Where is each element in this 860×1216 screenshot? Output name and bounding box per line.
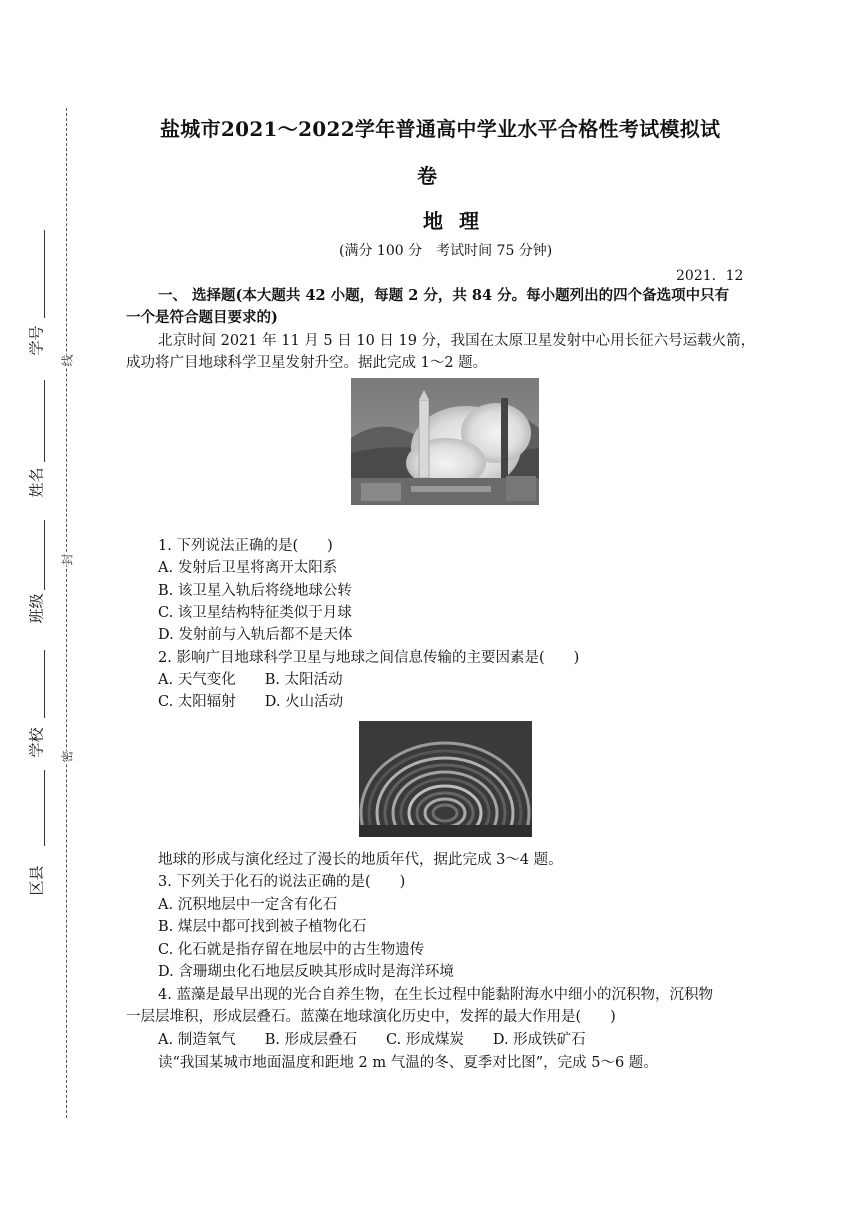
intro1-line2: 成功将广目地球科学卫星发射升空。据此完成 1～2 题。 [126, 355, 488, 371]
q1-option-b[interactable]: B. 该卫星入轨后将绕地球公转 [158, 583, 352, 599]
name-label: 姓名 [27, 467, 46, 498]
q4-stem-line1: 4. 蓝藻是最早出现的光合自养生物，在生长过程中能黏附海水中细小的沉积物，沉积物 [158, 987, 713, 1003]
student-id-label: 学号 [27, 325, 46, 356]
q2-options-row1[interactable]: A. 天气变化 B. 太阳活动 [158, 672, 343, 688]
intro2-text: 地球的形成与演化经过了漫长的地质年代，据此完成 3～4 题。 [158, 852, 563, 868]
q1-option-a[interactable]: A. 发射后卫星将离开太阳系 [158, 560, 338, 576]
q1-option-c[interactable]: C. 该卫星结构特征类似于月球 [158, 605, 352, 621]
seal-char-seal: 封 [57, 553, 78, 565]
class-label: 班级 [27, 593, 46, 624]
seal-dashed-line [66, 108, 67, 1118]
section-heading-line1: 一、 选择题(本大题共 42 小题，每题 2 分，共 84 分。每小题列出的四个备选项中只有 [158, 287, 730, 304]
q3-option-a[interactable]: A. 沉积地层中一定含有化石 [158, 897, 338, 913]
q1-stem: 1. 下列说法正确的是( ) [158, 538, 333, 554]
section-heading-line2: 一个是符合题目要求的) [126, 309, 278, 326]
school-blank[interactable] [44, 650, 45, 718]
binding-margin [0, 0, 80, 1216]
stromatolite-image [359, 721, 532, 837]
q3-option-c[interactable]: C. 化石就是指存留在地层中的古生物遗传 [158, 942, 425, 958]
rocket-launch-image [351, 378, 539, 505]
exam-date: 2021．12 [676, 268, 744, 284]
q2-options-row2[interactable]: C. 太阳辐射 D. 火山活动 [158, 694, 344, 710]
name-blank[interactable] [44, 380, 45, 462]
school-label: 学校 [27, 727, 46, 758]
rocket-launch-photo [351, 378, 539, 505]
subject-title: 地理 [423, 209, 495, 233]
q4-stem-line2: 一层层堆积，形成层叠石。蓝藻在地球演化历史中，发挥的最大作用是( ) [126, 1009, 616, 1025]
intro1-line1: 北京时间 2021 年 11 月 5 日 10 日 19 分，我国在太原卫星发射中心用长征六号运载火箭， [158, 333, 756, 349]
student-id-blank[interactable] [44, 230, 45, 318]
class-blank[interactable] [44, 520, 45, 590]
seal-char-line: 线 [57, 354, 78, 366]
q3-option-d[interactable]: D. 含珊瑚虫化石地层反映其形成时是海洋环境 [158, 964, 454, 980]
district-label: 区县 [27, 865, 46, 896]
district-blank[interactable] [44, 770, 45, 846]
exam-title-line1: 盐城市2021～2022学年普通高中学业水平合格性考试模拟试 [160, 117, 721, 141]
exam-title-line2: 卷 [417, 164, 437, 188]
stromatolite-photo [359, 721, 532, 837]
seal-char-secret: 密 [57, 750, 78, 762]
q2-stem: 2. 影响广目地球科学卫星与地球之间信息传输的主要因素是( ) [158, 650, 580, 666]
intro3-text: 读“我国某城市地面温度和距地 2 m 气温的冬、夏季对比图”，完成 5～6 题。 [158, 1055, 658, 1071]
exam-meta: (满分 100 分 考试时间 75 分钟) [339, 243, 553, 259]
q3-stem: 3. 下列关于化石的说法正确的是( ) [158, 874, 406, 890]
q4-options[interactable]: A. 制造氧气 B. 形成层叠石 C. 形成煤炭 D. 形成铁矿石 [158, 1032, 586, 1048]
q3-option-b[interactable]: B. 煤层中都可找到被子植物化石 [158, 919, 367, 935]
q1-option-d[interactable]: D. 发射前与入轨后都不是天体 [158, 627, 353, 643]
